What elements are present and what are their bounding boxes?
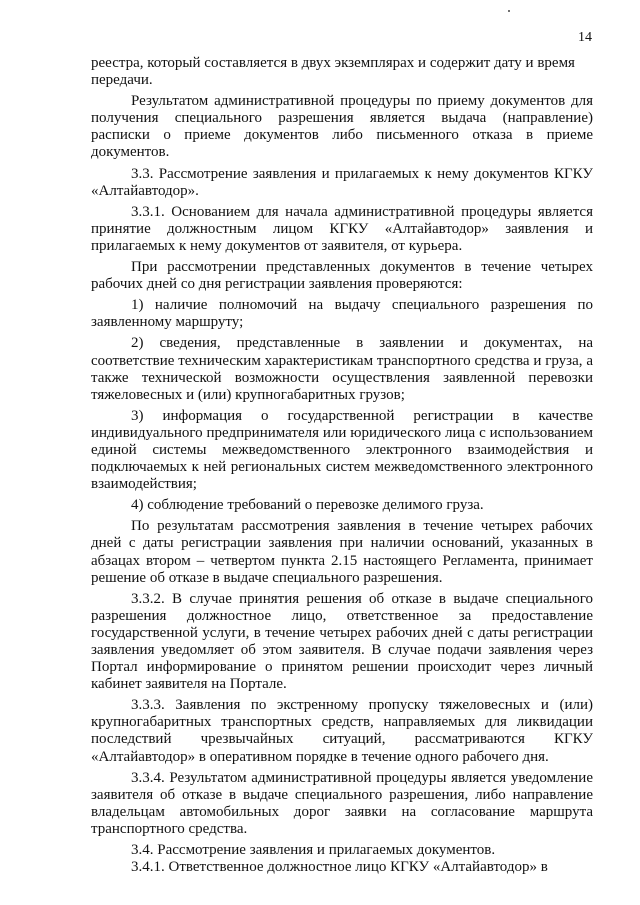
- list-item-4: 4) соблюдение требований о перевозке делимого груза.: [131, 497, 484, 514]
- scan-speck: [508, 10, 510, 12]
- paragraph-3-3-4: 3.3.4. Результатом административной процедуры является уведомление заявителя об отказе в выдаче специального разрешения, либо направление владельцам автомобильных дорог заявки на согласование маршрута транспортного средства.: [91, 769, 593, 837]
- paragraph-3-4-1: 3.4.1. Ответственное должностное лицо КГКУ «Алтайавтодор» в: [131, 859, 548, 876]
- paragraph-3-3-3: 3.3.3. Заявления по экстренному пропуску тяжеловесных и (или) крупногабаритных транспортных средств, направляемых для ликвидации последствий чрезвычайных ситуаций, рассматриваются КГКУ «Алтайавтодор» в оперативном порядке в течение одного рабочего дня.: [91, 697, 593, 765]
- paragraph-3-3-2: 3.3.2. В случае принятия решения об отказе в выдаче специального разрешения должностное лицо, ответственное за предоставление государственной услуги, в течение четырех рабочих дней с даты регистрации заявления уведомляет об этом заявителя. В случае подачи заявления через Портал информирование о принятом решении происходит через личный кабинет заявителя на Портале.: [91, 590, 593, 693]
- paragraph-registry-transfer: реестра, который составляется в двух экземплярах и содержит дату и время передачи.: [91, 55, 575, 89]
- heading-section-3-4: 3.4. Рассмотрение заявления и прилагаемых документов.: [131, 842, 496, 859]
- paragraph-review-checks: При рассмотрении представленных документов в течение четырех рабочих дней со дня регистрации заявления проверяются:: [91, 259, 593, 293]
- paragraph-refusal-decision: По результатам рассмотрения заявления в течение четырех рабочих дней с даты регистрации заявления при наличии оснований, указанных в абзацах втором – четвертом пункта 2.15 настоящего Регламента, принимает решение об отказе в выдаче специального разрешения.: [91, 518, 593, 586]
- list-item-1: 1) наличие полномочий на выдачу специального разрешения по заявленному маршруту;: [91, 297, 593, 331]
- list-item-3: 3) информация о государственной регистрации в качестве индивидуального предпринимателя или юридического лица с использованием единой системы межведомственного электронного взаимодействия и подключаемых к ней региональных систем межведомственного электронного взаимодействия;: [91, 407, 593, 493]
- list-item-2: 2) сведения, представленные в заявлении и документах, на соответствие техническим характеристикам транспортного средства и груза, а также технической возможности осуществления заявленной перевозки тяжеловесных и (или) крупногабаритных грузов;: [91, 335, 593, 403]
- heading-section-3-3: 3.3. Рассмотрение заявления и прилагаемых к нему документов КГКУ «Алтайавтодор».: [91, 165, 593, 199]
- paragraph-3-3-1: 3.3.1. Основанием для начала административной процедуры является принятие должностным лицом КГКУ «Алтайавтодор» заявления и прилагаемых к нему документов от заявителя, от курьера.: [91, 203, 593, 254]
- paragraph-result-receipt: Результатом административной процедуры по приему документов для получения специального разрешения является выдача (направление) расписки о приеме документов либо письменного отказа в приеме документов.: [91, 93, 593, 161]
- page-number: 14: [578, 30, 592, 45]
- document-body: [91, 55, 593, 876]
